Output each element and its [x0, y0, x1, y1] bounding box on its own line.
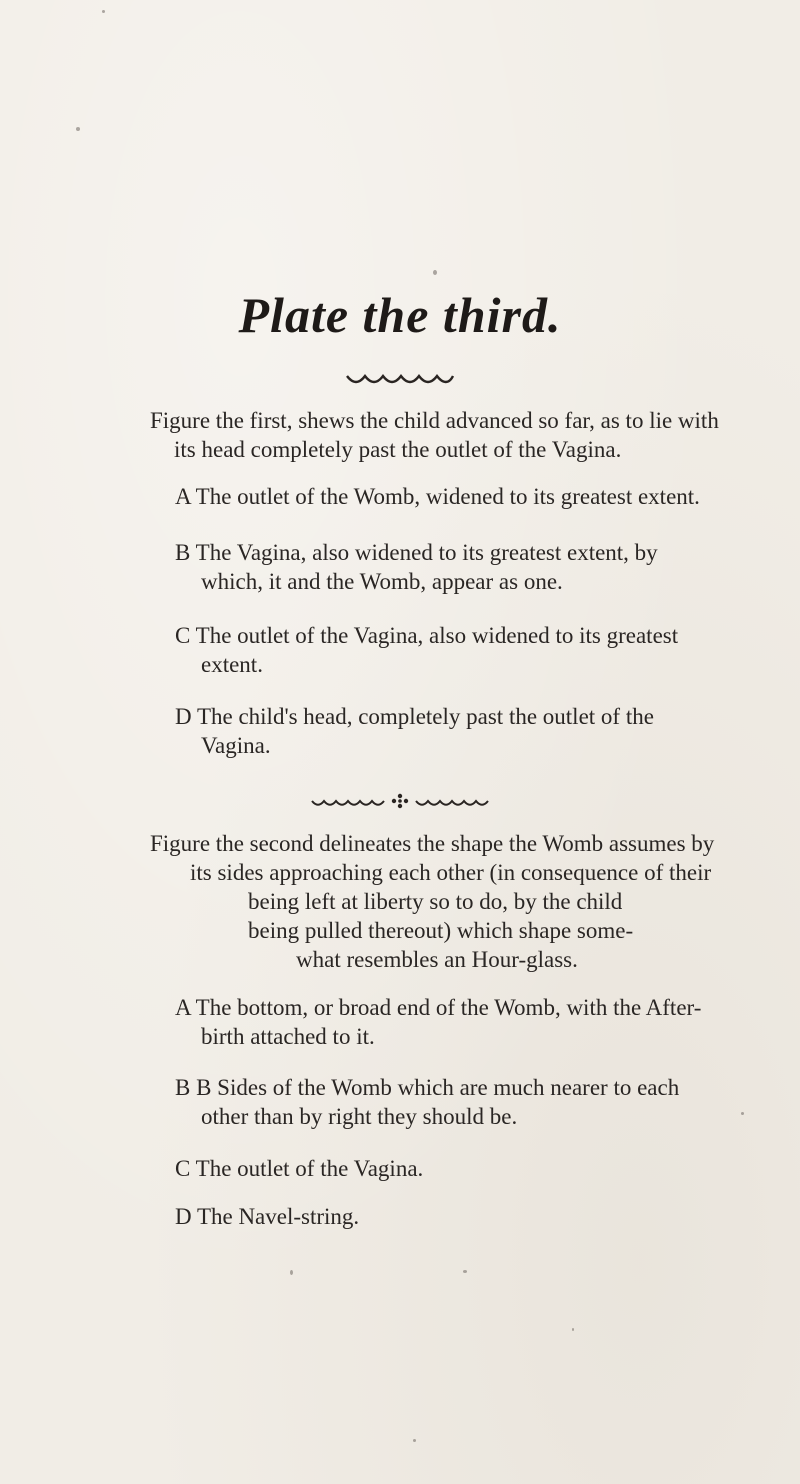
- figure-first-item-a: [175, 482, 700, 511]
- paper-speck: [741, 1112, 744, 1115]
- text-line: D The child's head, completely past the outlet of the: [175, 704, 654, 729]
- text-line: what resembles an Hour-glass.: [296, 947, 578, 972]
- text-line: birth attached to it.: [201, 1024, 375, 1049]
- text-line: its head completely past the outlet of the Vagina.: [174, 437, 622, 462]
- figure-first-description: [150, 406, 719, 464]
- text-line: being pulled thereout) which shape some-: [248, 918, 634, 943]
- figure-second-item-d: [175, 1202, 359, 1231]
- figure-second-item-a: [175, 993, 701, 1051]
- plate-title: Plate the third.: [238, 287, 562, 343]
- paper-speck: [433, 270, 437, 275]
- figure-second-description: [150, 829, 714, 974]
- figure-first-item-d: [175, 702, 654, 760]
- text-line: being left at liberty so to do, by the child: [248, 889, 623, 914]
- paper-speck: [413, 1439, 416, 1442]
- text-line: D The Navel-string.: [175, 1204, 360, 1229]
- wave-ornament-icon: [345, 372, 455, 386]
- paper-speck: [76, 127, 80, 131]
- ornament-rule-middle: [0, 793, 800, 809]
- text-line: C The outlet of the Vagina.: [175, 1156, 424, 1181]
- paper-speck: [290, 1270, 293, 1275]
- text-line: extent.: [201, 652, 263, 677]
- text-line: A The outlet of the Womb, widened to its greatest extent.: [175, 484, 700, 509]
- text-line: Vagina.: [201, 733, 271, 758]
- flourish-ornament-icon: [310, 793, 490, 809]
- text-line: C The outlet of the Vagina, also widened to its greatest: [175, 623, 679, 648]
- text-line: Figure the first, shews the child advanced so far, as to lie with: [150, 408, 719, 433]
- text-line: which, it and the Womb, appear as one.: [201, 569, 563, 594]
- figure-first-item-c: [175, 621, 678, 679]
- figure-second-item-c: [175, 1154, 423, 1183]
- figure-first-item-b: [175, 538, 658, 596]
- text-line: A The bottom, or broad end of the Womb, with the After-: [175, 995, 702, 1020]
- text-line: B The Vagina, also widened to its greatest extent, by: [175, 540, 658, 565]
- paper-speck: [572, 1328, 574, 1331]
- text-line: its sides approaching each other (in consequence of their: [190, 860, 712, 885]
- paper-speck: [463, 1270, 467, 1273]
- paper-speck: [102, 10, 105, 13]
- figure-second-item-b: [175, 1073, 679, 1131]
- text-line: Figure the second delineates the shape the Womb assumes by: [150, 831, 715, 856]
- text-line: other than by right they should be.: [201, 1104, 518, 1129]
- ornament-rule-top: [0, 372, 800, 386]
- text-line: B B Sides of the Womb which are much nearer to each: [175, 1075, 680, 1100]
